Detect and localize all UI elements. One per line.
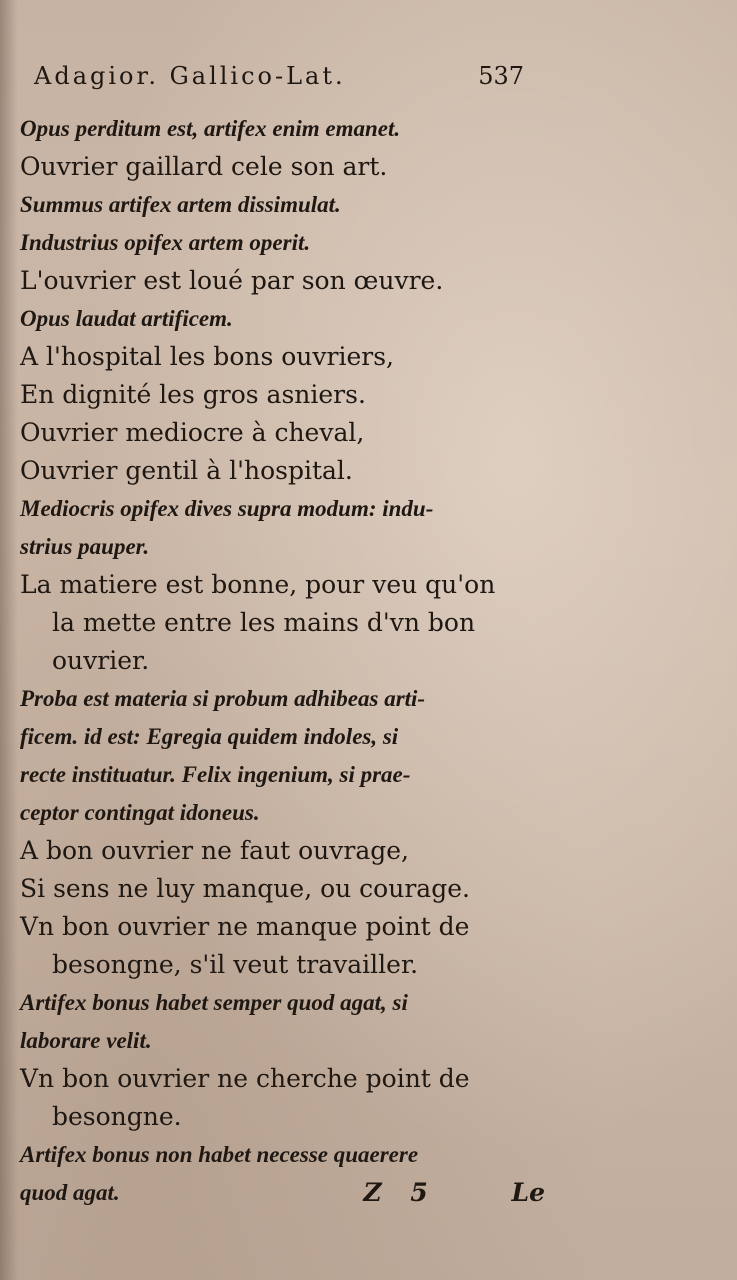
- text-body: [20, 110, 550, 1212]
- french-line: la mette entre les mains d'vn bon: [52, 608, 476, 637]
- latin-line: Opus perditum est, artifex enim emanet.: [20, 116, 401, 141]
- last-line: [20, 1174, 545, 1212]
- running-head: [34, 62, 524, 90]
- french-line: besongne, s'il veut travailler.: [52, 950, 419, 979]
- french-line: Ouvrier gentil à l'hospital.: [20, 456, 353, 485]
- latin-line: laborare velit.: [20, 1028, 152, 1053]
- french-line: Si sens ne luy manque, ou courage.: [20, 874, 470, 903]
- running-head-title: Adagior. Gallico-Lat.: [34, 62, 346, 90]
- french-line: Vn bon ouvrier ne cherche point de: [20, 1064, 470, 1093]
- french-line: La matiere est bonne, pour veu qu'on: [20, 570, 496, 599]
- signature-mark: Z 5: [363, 1178, 438, 1207]
- catchword: Le: [511, 1178, 545, 1207]
- latin-line: ficem. id est: Egregia quidem indoles, si: [20, 724, 399, 749]
- french-line: L'ouvrier est loué par son œuvre.: [20, 266, 444, 295]
- latin-line: Proba est materia si probum adhibeas arti-: [20, 686, 426, 711]
- latin-line: Mediocris opifex dives supra modum: indu-: [20, 496, 434, 521]
- latin-line: ceptor contingat idoneus.: [20, 800, 260, 825]
- page-gutter-shadow: [0, 0, 18, 1280]
- french-line: ouvrier.: [52, 646, 150, 675]
- french-line: besongne.: [52, 1102, 182, 1131]
- latin-line: Industrius opifex artem operit.: [20, 230, 311, 255]
- latin-line: Artifex bonus habet semper quod agat, si: [20, 990, 408, 1015]
- latin-line: recte instituatur. Felix ingenium, si prae-: [20, 762, 411, 787]
- last-line-text: quod agat.: [20, 1180, 120, 1205]
- french-line: A l'hospital les bons ouvriers,: [20, 342, 394, 371]
- french-line: En dignité les gros asniers.: [20, 380, 366, 409]
- page-number: 537: [478, 62, 524, 90]
- french-line: Vn bon ouvrier ne manque point de: [20, 912, 470, 941]
- french-line: Ouvrier mediocre à cheval,: [20, 418, 365, 447]
- latin-line: strius pauper.: [20, 534, 150, 559]
- latin-line: Artifex bonus non habet necesse quaerere: [20, 1142, 419, 1167]
- french-line: Ouvrier gaillard cele son art.: [20, 152, 388, 181]
- latin-line: Summus artifex artem dissimulat.: [20, 192, 341, 217]
- text-lines: [20, 110, 550, 1174]
- latin-line: Opus laudat artificem.: [20, 306, 233, 331]
- french-line: A bon ouvrier ne faut ouvrage,: [20, 836, 409, 865]
